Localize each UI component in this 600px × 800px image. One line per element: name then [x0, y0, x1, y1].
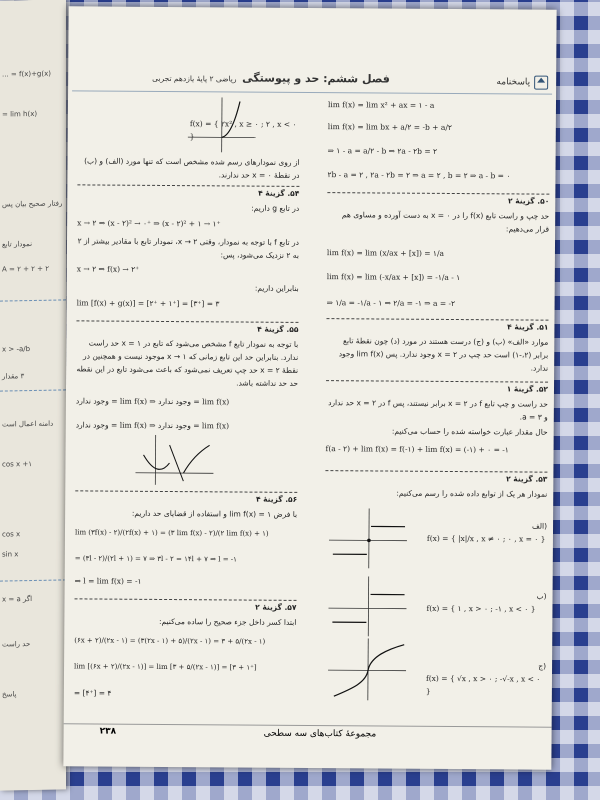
q57-text: ابتدا کسر داخل جزء صحیح را ساده می‌کنیم:: [159, 616, 297, 627]
margin-text: ۳ مقدار: [2, 372, 25, 381]
q52-text2: حال مقدار عبارت خواسته شده را حساب می‌کنیم:: [391, 426, 548, 437]
question-title: ۵۱. گزینهٔ ۴: [507, 322, 549, 332]
margin-text: دامنه اعمال است: [2, 419, 54, 429]
margin-text: sin x: [2, 550, 19, 559]
intro-text: از روی نمودارهای رسم شده مشخص است که تنها مورد (الف) و (ب) در نقطهٔ x = ۰ حد ندارند.: [84, 156, 300, 180]
piecewise-def: f(x) = { ۲x² , x ≥ ۰ ; ۲ , x < ۰ }: [189, 119, 297, 142]
margin-text: نمودار تابع: [2, 240, 33, 249]
margin-text: اگر x = a: [2, 595, 33, 604]
margin-text: x > -a/b: [2, 345, 31, 354]
equation: lim f(x) = lim x² + ax = ۱ - a: [327, 100, 435, 110]
question-title: ۵۵. گزینهٔ ۴: [257, 324, 299, 334]
x-axis: [328, 608, 406, 609]
equation: ⇒ ۱/a = -۱/a - ۱ ⇒ ۲/a = -۱ ⇒ a = -۲: [326, 298, 456, 309]
piecewise-def: f(x) = { ۱ , x > ۰ ; -۱ , x < ۰ }: [426, 603, 536, 614]
graph-q55: [135, 435, 215, 486]
chapter-title: فصل ششم: حد و پیوستگی: [242, 71, 390, 86]
q56-text: با فرض lim f(x) = ۱ و استفاده از قضایای حد داریم:: [131, 508, 298, 519]
graph-option-b: [328, 576, 408, 637]
margin-text: lim h(x) =: [2, 109, 38, 119]
equation: (۶x + ۲)/(۲x - ۱) = (۳(۲x - ۱) + ۵)/(۲x - ۱) = ۳ + ۵/(۲x - ۱): [74, 636, 266, 646]
graph-top: [188, 97, 258, 152]
q55-title: [76, 318, 298, 336]
equation: lim f(x) = lim (-x/ax + [x]) = -۱/a - ۱: [326, 272, 461, 283]
margin-text: رفتار صحیح بیان پس: [2, 199, 63, 209]
option-label: (ج: [538, 661, 547, 671]
option-a: [427, 519, 547, 546]
margin-text: حد راست: [2, 640, 31, 649]
question-title: ۵۰. گزینهٔ ۲: [508, 196, 550, 206]
margin-divider: [0, 579, 66, 581]
graph-option-c: [328, 638, 408, 701]
equation: lim f(x) = lim bx + a/۲ = -b + a/۲: [327, 122, 452, 132]
book-title: ریاضی ۲ پایهٔ یازدهم تجربی: [152, 73, 237, 84]
right-column: [324, 98, 550, 700]
q53-text: نمودار هر یک از توابع داده شده را رسم می‌کنیم:: [396, 488, 548, 499]
header-brand: [496, 75, 548, 89]
q52-title: [326, 378, 548, 396]
page-footer: [63, 723, 551, 749]
margin-text: f(x)+g(x) = ...: [2, 69, 51, 79]
q55-text: با توجه به نمودار تابع f مشخص می‌شود که تابع در x = ۱ حد راست ندارد. بنابراین حد این تابع زمانی که x → ۱ موجود نیست و همچنین در نقطهٔ x = ۲ حد چپ تعریف نمی‌شود که باعث می‌شود تابع در این نقطه حد حد نداشته باشد.: [76, 338, 299, 388]
page-header: [72, 68, 552, 94]
margin-divider: [0, 389, 66, 391]
q54-text: بنابراین داریم:: [254, 283, 299, 293]
question-title: ۵۳. گزینهٔ ۲: [506, 474, 548, 484]
home-icon: [534, 76, 548, 90]
equation: وجود ندارد = lim f(x) ⇒ وجود ندارد = lim f(x): [75, 420, 230, 431]
q51-text: موارد «الف» (ب) و (ج) درست هستند در مورد (د) چون نقطهٔ تابع برابر (۲،-۱) است حد چپ در x = ۲ وجود ندارد. پس lim f(x) وجود ندارد.: [338, 336, 549, 373]
equation: = (۳l - ۲)/(۲l + ۱) = ۷ ⇒ ۳l - ۲ = ۱۴l + ۷ ⇒ l = -۱: [74, 554, 237, 564]
q54-title: [77, 182, 299, 200]
graph-line: [169, 445, 183, 481]
option-label: (ب: [536, 591, 547, 601]
option-b: [426, 589, 546, 616]
x-axis: [135, 473, 213, 474]
equation: وجود ندارد = lim f(x) ⇒ وجود ندارد = lim f(x): [75, 396, 230, 407]
equation: ۲b - a = ۲ , ۲a - ۲b = ۲ ⇒ a = ۲ , b = ۲ ⇒ a - b = ۰: [327, 170, 511, 181]
option-label: (الف: [531, 521, 548, 531]
equation: = [۴⁺] = ۴: [73, 688, 112, 698]
equation: f(a - ۲) + lim f(x) = f(-۱) + lim f(x) = (-۱) + ۰ = -۱: [325, 444, 509, 455]
piecewise-def: f(x) = { |x|/x , x ≠ ۰ ; ۰ , x = ۰ }: [426, 533, 546, 544]
margin-text: A = ۲ + ۲ + ۲: [2, 264, 50, 274]
equation: ⇒ l = lim f(x) = -۱: [74, 576, 142, 586]
x-axis: [328, 670, 406, 671]
question-title: ۵۴. گزینهٔ ۴: [258, 188, 300, 198]
q54-text: در تابع g داریم:: [251, 203, 300, 213]
margin-divider: [0, 299, 66, 301]
graph-curve: [183, 445, 209, 473]
q52-text: حد راست و چپ تابع f در x = ۲ برابر نیستند، پس f در x = ۲ حد ندارد و ۳ = a.: [328, 398, 548, 422]
question-title: ۵۶. گزینهٔ ۴: [255, 494, 298, 504]
margin-text: cos x: [2, 530, 21, 539]
left-page-margin: [0, 0, 66, 791]
equation: lim f(x) = lim (x/ax + [x]) = ۱/a: [326, 248, 445, 258]
q50-text: حد چپ و راست تابع f(x) را در x = ۰ به دست آورده و مساوی هم قرار می‌دهیم:: [341, 210, 550, 234]
q56-title: [75, 488, 297, 506]
equation: lim [(۶x + ۲)/(۲x - ۱)] = lim [۳ + ۵/(۲x - ۱)] = [۳ + ۱⁺]: [74, 662, 257, 672]
question-title: ۵۷. گزینهٔ ۲: [255, 602, 297, 612]
graph-option-a: [329, 508, 409, 569]
graph-point: [367, 539, 371, 543]
margin-text: ۱+ cos x: [2, 460, 33, 469]
q57-title: [74, 596, 296, 614]
equation: ⇒ ۱ - a = a/۲ - b ⇒ ۲a - ۲b = ۲: [327, 146, 438, 156]
page-number: ۲۳۸: [99, 726, 117, 737]
header-app-title: پاسخنامه: [496, 77, 531, 88]
equation: lim [f(x) + g(x)] = [۲⁺ + ۱⁺] = [۳⁺] = ۳: [76, 298, 220, 309]
left-column: [74, 96, 300, 708]
graph-curve: [222, 101, 240, 137]
equation: lim (۳f(x) - ۲)/(۲f(x) + ۱) = (۳ lim f(x) - ۲)/(۲ lim f(x) + ۱): [74, 528, 269, 538]
question-title: ۵۲. گزینهٔ ۱: [506, 384, 549, 394]
q53-title: [325, 468, 547, 486]
footer-title: مجموعهٔ کتاب‌های سه سطحی: [263, 728, 377, 740]
q54-text: در تابع f با توجه به نمودار، وقتی x → ۲، نمودار تابع با مقادیر بیشتر از ۲ به ۲ نزدیک می‌شود، پس:: [77, 236, 300, 260]
piecewise-def: f(x) = { √x , x > ۰ ; -√-x , x < ۰ }: [425, 673, 541, 696]
equation: x → ۲ ⇒ f(x) → ۲⁺: [76, 264, 140, 274]
margin-text: پاسخ: [2, 690, 17, 699]
q51-title: [326, 316, 548, 334]
q50-title: [327, 190, 549, 208]
option-c: [426, 659, 546, 699]
equation: x → ۲ ⇒ (x - ۲)² → ۰⁺ ⇒ (x - ۲)² + ۱ → ۱⁺: [77, 218, 221, 229]
graph-curve: [143, 455, 169, 470]
book-page: [63, 6, 556, 769]
